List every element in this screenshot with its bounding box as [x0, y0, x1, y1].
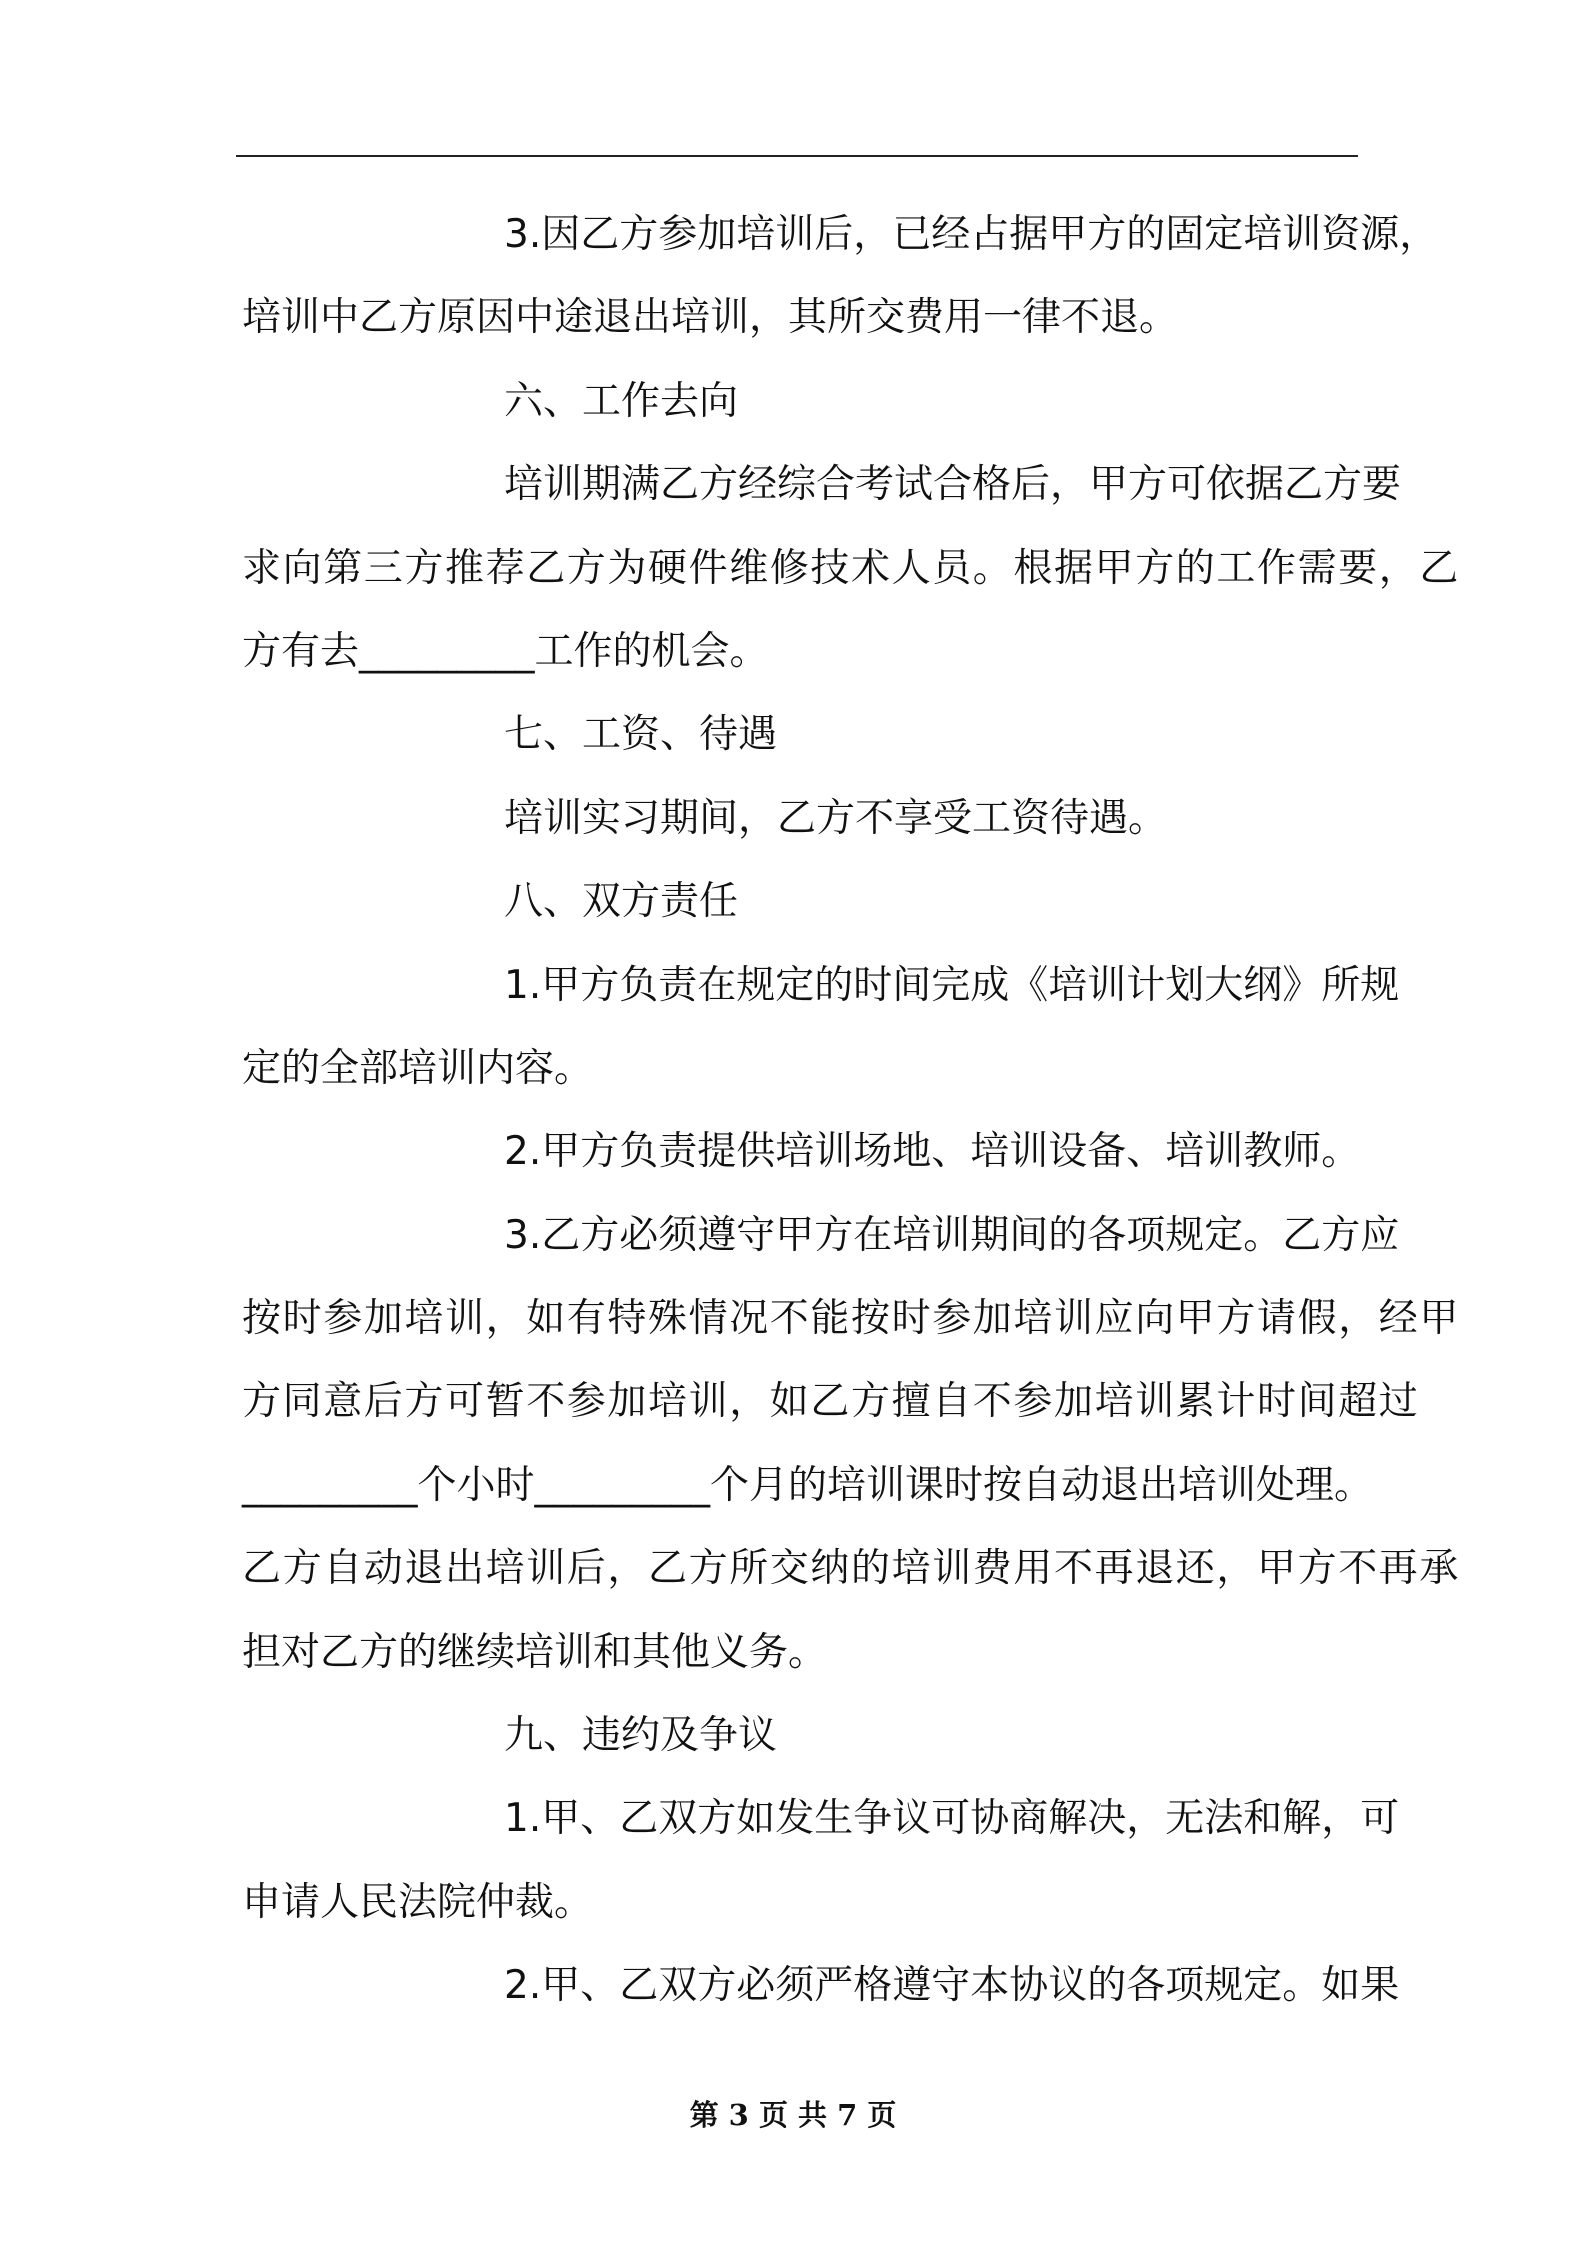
paragraph-line: 乙方自动退出培训后，乙方所交纳的培训费用不再退还，甲方不再承 — [242, 1546, 1461, 1592]
paragraph-line: 2.甲、乙双方必须严格遵守本协议的各项规定。如果 — [504, 1963, 1400, 2009]
section-heading: 九、违约及争议 — [504, 1713, 778, 1759]
paragraph-line: 定的全部培训内容。 — [242, 1045, 594, 1091]
paragraph-line: 培训期满乙方经综合考试合格后，甲方可依据乙方要 — [504, 462, 1402, 508]
paragraph-line: 培训中乙方原因中途退出培训，其所交费用一律不退。 — [242, 295, 1179, 341]
paragraph-line: 方有去_________工作的机会。 — [242, 628, 769, 674]
paragraph-line: 2.甲方负责提供培训场地、培训设备、培训教师。 — [504, 1129, 1361, 1175]
paragraph-line: _________个小时_________个月的培训课时按自动退出培训处理。 — [242, 1462, 1374, 1508]
document-body — [242, 193, 1461, 2028]
paragraph-line: 方同意后方可暂不参加培训，如乙方擅自不参加培训累计时间超过 — [242, 1379, 1420, 1425]
paragraph-line: 3.因乙方参加培训后，已经占据甲方的固定培训资源， — [504, 212, 1439, 257]
section-heading: 八、双方责任 — [504, 879, 739, 925]
paragraph-line: 3.乙方必须遵守甲方在培训期间的各项规定。乙方应 — [504, 1212, 1400, 1258]
paragraph-line: 1.甲、乙双方如发生争议可协商解决，无法和解，可 — [504, 1796, 1400, 1842]
paragraph-line: 求向第三方推荐乙方为硬件维修技术人员。根据甲方的工作需要，乙 — [242, 545, 1461, 591]
paragraph-line: 1.甲方负责在规定的时间完成《培训计划大纲》所规 — [504, 962, 1400, 1008]
paragraph-line: 培训实习期间，乙方不享受工资待遇。 — [504, 795, 1168, 841]
paragraph-line: 担对乙方的继续培训和其他义务。 — [242, 1629, 828, 1675]
header-rule — [236, 155, 1358, 157]
section-heading: 六、工作去向 — [504, 378, 739, 424]
section-heading: 七、工资、待遇 — [504, 712, 778, 758]
paragraph-line: 申请人民法院仲裁。 — [242, 1879, 594, 1925]
paragraph-line: 按时参加培训，如有特殊情况不能按时参加培训应向甲方请假，经甲 — [242, 1296, 1461, 1342]
page-number: 第 3 页 共 7 页 — [689, 2098, 897, 2132]
